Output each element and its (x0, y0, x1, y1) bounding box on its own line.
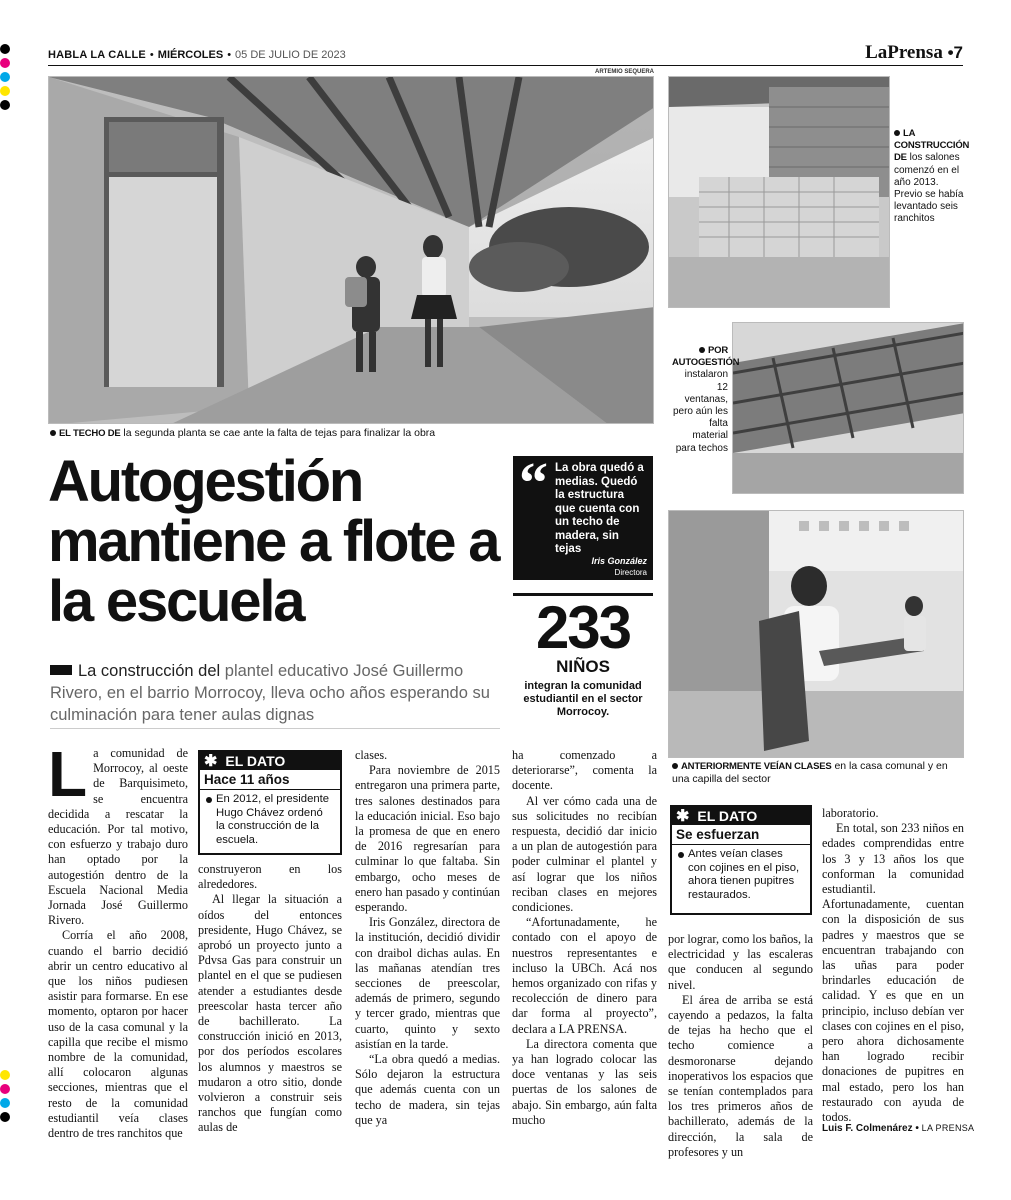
stat-description: integran la comunidad estudiantil en el sector Morrocoy. (523, 680, 643, 718)
fact-box-label: EL DATO (697, 808, 758, 824)
main-photo-caption: EL TECHO DE la segunda planta se cae ante la falta de tejas para finalizar la obra (50, 427, 650, 440)
construction-caption: LA CONSTRUCCIÓN DE los salones comenzó en el año 2013. Previo se había levantado seis ranchitos (894, 128, 970, 225)
main-photo (48, 76, 654, 424)
stat-box (513, 593, 653, 728)
school-corridor-photo (49, 77, 654, 424)
body-column-5: por lograr, como los baños, la electricidad y las escaleras que conducen al segundo nivel. El área de arriba se está cayendo a pedazos, la falta de tejas ha hecho que el techo comience a desmoronarse dejando inoperativos los espacios que se tenían contemplados para los tres primeros años de bachillerato, además de la dirección, la sala de profesores y un (668, 932, 813, 1159)
quote-text: La obra quedó a medias. Quedó la estructura que cuenta con un techo de madera, sin tejas (555, 462, 644, 555)
asterisk-icon: ✱ (204, 753, 218, 770)
byline-publication: LA PRENSA (921, 1123, 975, 1133)
section-name: HABLA LA CALLE (48, 48, 146, 61)
fact-box-1 (198, 750, 342, 855)
fact-box-title: Se esfuerzan (672, 825, 810, 845)
fact-box-title: Hace 11 años (200, 770, 340, 790)
caption-bullet-icon (672, 763, 678, 769)
asterisk-icon: ✱ (676, 808, 690, 825)
damaged-roof-photo (733, 323, 964, 494)
fact-box-2 (670, 805, 812, 915)
classroom-caption: ANTERIORMENTE VEÍAN CLASES en la casa comunal y en una capilla del sector (672, 760, 948, 785)
photo-credit: ARTEMIO SEQUERA (595, 69, 655, 75)
quote-mark-icon: “ (519, 450, 548, 515)
body-column-1: La comunidad de Morrocoy, al oeste de Barquisimeto, se encuentra decidida a rescatar la educación. Por tal motivo, con esfuerzo y trabajo duro han optado por la autogestión dentro de la Escuela Nacional Media Jornada José Guillermo Rivero. Corría el año 2008, cuando el barrio decidió abrir un centro educativo al que los niños pudiesen asistir para formarse. En ese momento, optaron por hacer uso de la casa comunal y la capilla que recibe el mismo nombre de la comunidad, allí colocaron algunas secciones, mientras que el resto de la comunidad estudiantil veía clases dentro de tres ranchitos que (48, 738, 188, 1141)
fact-box-text: Antes veían clases con cojines en el piso, ahora tienen pupitres restaurados. (688, 848, 800, 901)
roof-photo (732, 322, 964, 494)
fact-box-label: EL DATO (225, 753, 286, 769)
stat-unit: NIÑOS (556, 657, 610, 676)
caption-bullet-icon (50, 430, 56, 436)
bullet-icon (678, 852, 684, 858)
masthead: LaPrensa •7 (865, 42, 963, 63)
body-column-4: ha comenzado a deteriorarse”, comenta la docente. Al ver cómo cada una de sus solicitudes no recibían respuesta, decidió dar inicio a un plan de autogestión para poder culminar el plantel y así lograr que los niños reciban clases en mejores condiciones. “Afortunadamente, he contado con el apoyo de nuestros representantes e incluso la UBCh. Acá nos hemos organizado con rifas y recolección de dinero para dar forma al proyecto”, declara a LA PRENSA. La directora comenta que ya han logrado colocar las doce ventanas y las seis puertas de los salones de abajo. Sin embargo, aún falta mucho (512, 748, 657, 1127)
article-headline: Autogestión mantiene a flote a la escuela (48, 449, 499, 634)
students-desks-photo (669, 511, 964, 758)
registration-marks-bottom (0, 1070, 12, 1126)
page-number: 7 (953, 43, 963, 62)
caption-bullet-icon (894, 130, 900, 136)
quote-author: Iris González (591, 556, 647, 566)
body-column-2: construyeron en los alrededores. Al llegar la situación a oídos del entonces presidente, Hugo Chávez, se aprobó un proyecto junto a Pdvsa Gas para construir un plantel en el que se pudiesen atender a estudiantes desde preescolar hasta tercer año de bachillerato. La construcción inició en 2013, por dos períodos escolares los alumnos y maestros se mudaron a otro sitio, donde volvieron a construir seis ranchos que fungían como aulas de (198, 862, 342, 1135)
byline: Luis F. Colmenárez • LA PRENSA (822, 1123, 975, 1134)
quote-role: Directora (614, 568, 647, 577)
drop-cap: L (48, 738, 88, 810)
author-name: Luis F. Colmenárez (822, 1123, 913, 1134)
body-column-6: laboratorio. En total, son 233 niños en edades comprendidas entre los 3 y 13 años los que conforman la comunidad estudiantil. Afortunadamente, cuentan con la disposición de sus padres y maestros que se encuentran trabajando con las uñas para poder brindarles educación de calidad. Y es que en un principio, incluso debían ver clases con cojines en el piso, pero ahora dichosamente han logrado recibir donaciones de pupitres en mal estado, pero los han restaurado con ayuda de todos. (822, 806, 964, 1125)
pull-quote (513, 450, 653, 580)
header-day: MIÉRCOLES (157, 48, 224, 61)
article-kicker: La construcción del plantel educativo José Guillermo Rivero, en el barrio Morrocoy, lleva ocho años esperando su culminación para tener aulas dignas (50, 660, 500, 729)
construction-photo (668, 76, 890, 308)
fact-box-text: En 2012, el presidente Hugo Chávez ordenó la construcción de la escuela. (216, 793, 330, 846)
registration-marks-top (0, 44, 12, 114)
stat-number: 233 (535, 594, 631, 661)
autogestion-caption: POR AUTOGESTIÓN instalaron 12 ventanas, pero aún les falta material para techos (672, 345, 740, 454)
page-header: HABLA LA CALLE • MIÉRCOLES • 05 DE JULIO DE 2023 LaPrensa •7 (48, 44, 963, 66)
brick-walls-photo (669, 77, 890, 308)
body-column-3: clases. Para noviembre de 2015 entregaron una primera parte, tres salones destinados para la educación inicial. Eso bajo la promesa de que en enero de 2016 regresarían para culminar lo que faltaba. Sin embargo, ocho meses de enero han pasado y continúan esperando. Iris González, directora de la institución, decidió dividir con draibol dichas aulas. En las mañanas atendían tres secciones de preescolar, además de primero, segundo y tercer grado, mientras que cuarto, quinto y sexto asistían en la tarde. “La obra quedó a medias. Sólo dejaron la estructura que además cuenta con un techo de madera, sin tejas que ya (355, 748, 500, 1127)
kicker-bar-icon (50, 665, 72, 675)
header-date: 05 DE JULIO DE 2023 (235, 48, 346, 61)
bullet-icon (206, 797, 212, 803)
caption-bullet-icon (699, 347, 705, 353)
classroom-photo (668, 510, 964, 758)
publication-logo: LaPrensa (865, 42, 943, 63)
